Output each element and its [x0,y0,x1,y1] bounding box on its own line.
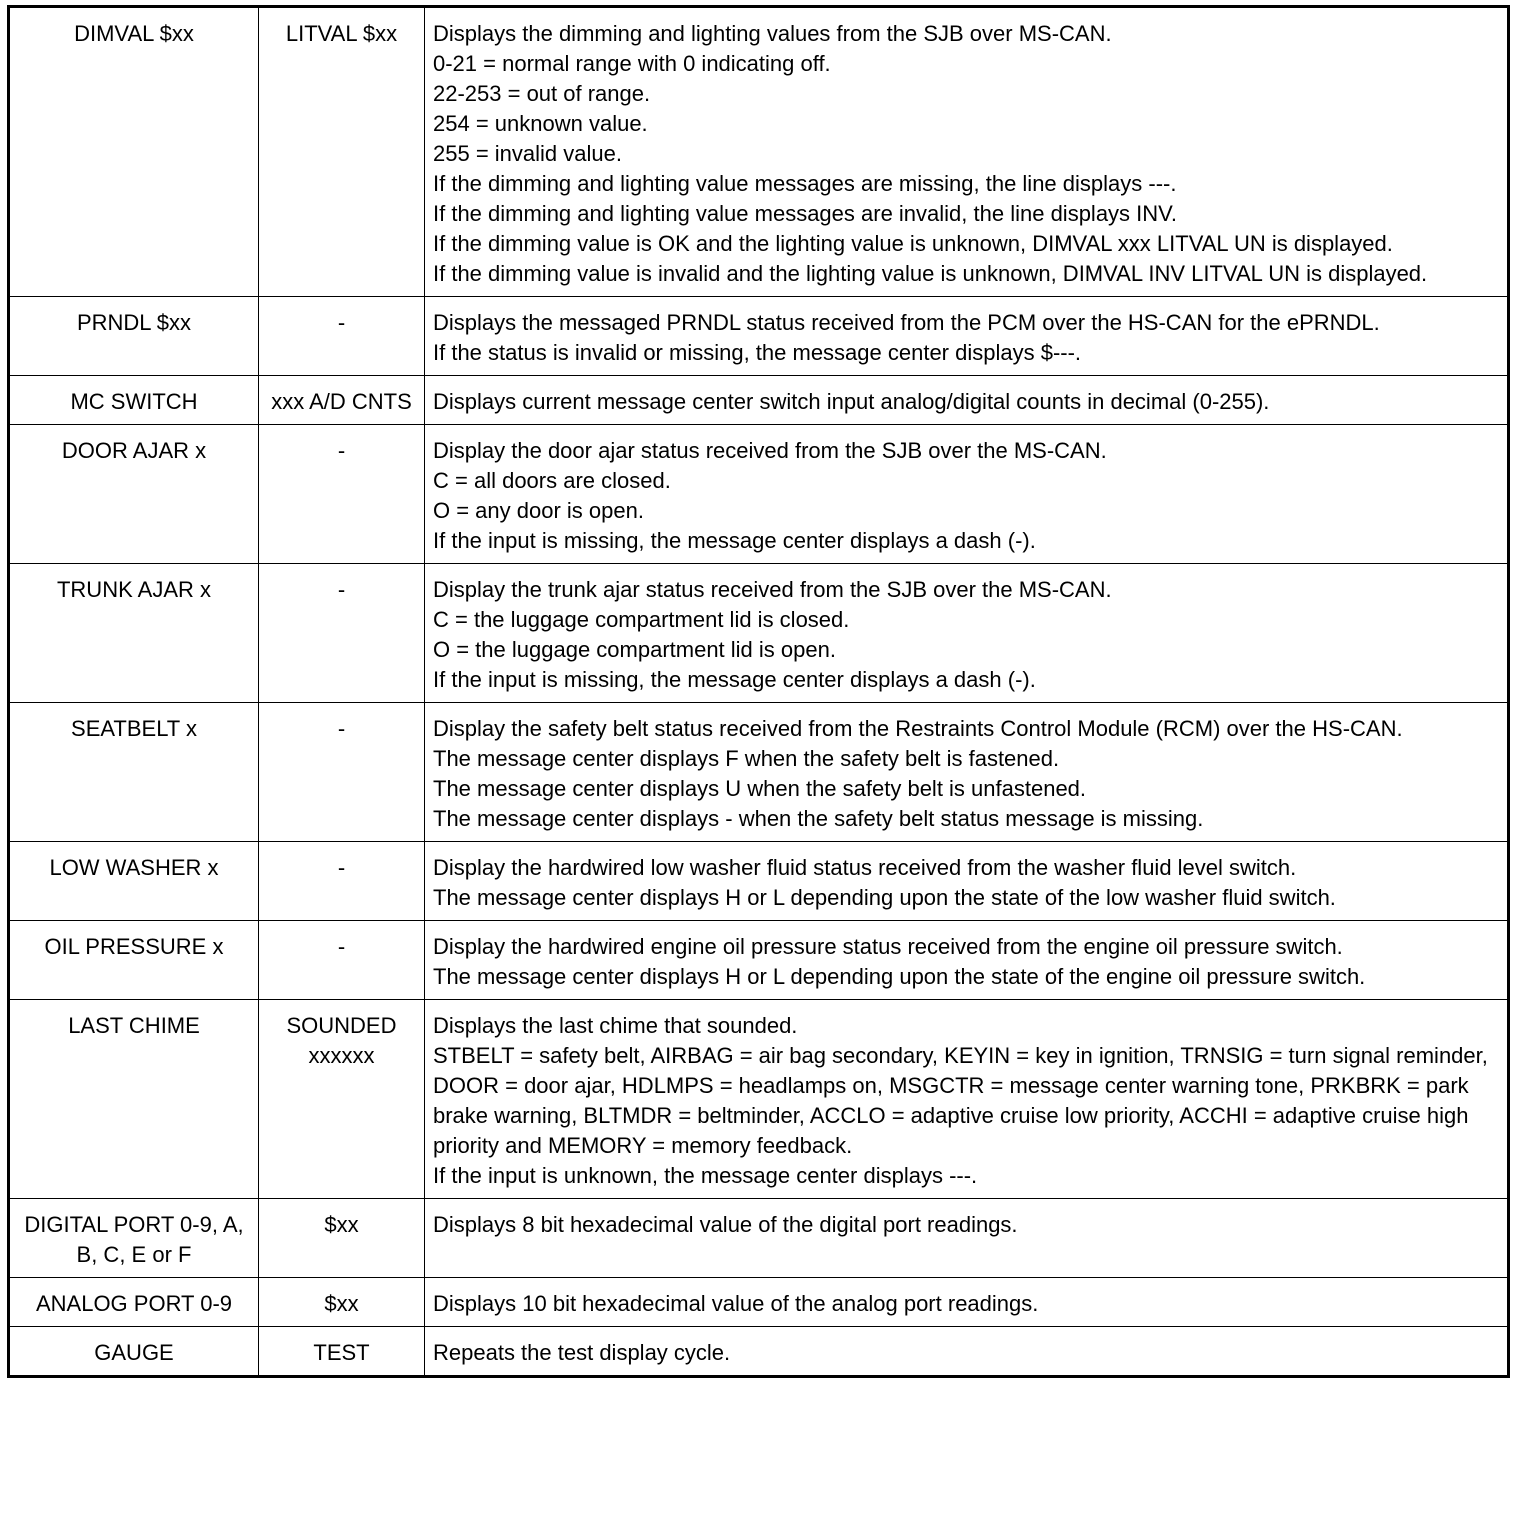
description-line: Display the door ajar status received from the SJB over the MS-CAN. [433,438,1107,463]
description-line: Display the hardwired engine oil pressure status received from the engine oil pressure switch. [433,934,1343,959]
description-line: Displays the messaged PRNDL status received from the PCM over the HS-CAN for the ePRNDL. [433,310,1380,335]
description-line: If the dimming and lighting value messages are invalid, the line displays INV. [433,201,1177,226]
table-row [9,1278,1509,1327]
display-value-cell: - [259,297,425,376]
description-line: Displays the last chime that sounded. [433,1013,798,1038]
display-value-cell: xxx A/D CNTS [259,376,425,425]
description-line: Display the trunk ajar status received from the SJB over the MS-CAN. [433,577,1112,602]
display-name-cell: DIGITAL PORT 0-9, A, B, C, E or F [9,1199,259,1278]
description-cell [425,1000,1509,1199]
message-center-display-table [7,5,1510,1378]
description-cell [425,1199,1509,1278]
description-cell [425,921,1509,1000]
description-line: The message center displays H or L depending upon the state of the engine oil pressure switch. [433,964,1366,989]
table-row [9,376,1509,425]
description-line: Display the hardwired low washer fluid status received from the washer fluid level switch. [433,855,1297,880]
description-line: O = the luggage compartment lid is open. [433,637,836,662]
table-row [9,921,1509,1000]
description-line: If the dimming value is invalid and the lighting value is unknown, DIMVAL INV LITVAL UN is displayed. [433,261,1428,286]
display-value-cell: LITVAL $xx [259,7,425,297]
description-line: O = any door is open. [433,498,644,523]
description-line: Displays the dimming and lighting values from the SJB over MS-CAN. [433,21,1112,46]
display-name-cell: LOW WASHER x [9,842,259,921]
display-name-cell: SEATBELT x [9,703,259,842]
description-line: If the input is missing, the message center displays a dash (-). [433,528,1036,553]
description-line: Displays current message center switch input analog/digital counts in decimal (0-255). [433,389,1270,414]
display-value-cell: - [259,703,425,842]
description-line: 254 = unknown value. [433,111,648,136]
display-name-cell: MC SWITCH [9,376,259,425]
description-line: If the dimming value is OK and the lighting value is unknown, DIMVAL xxx LITVAL UN is displayed. [433,231,1393,256]
table-row [9,425,1509,564]
display-value-cell: TEST [259,1327,425,1377]
description-line: 255 = invalid value. [433,141,622,166]
display-value-cell: - [259,564,425,703]
table-row [9,7,1509,297]
description-line: STBELT = safety belt, AIRBAG = air bag secondary, KEYIN = key in ignition, TRNSIG = turn signal reminder, DOOR = door ajar, HDLMPS = headlamps on, MSGCTR = message center warning tone, PRKBRK = park brake warning, BLTMDR = beltminder, ACCLO = adaptive cruise low priority, ACCHI = adaptive cruise high priority and MEMORY = memory feedback. [433,1043,1488,1158]
description-cell [425,376,1509,425]
description-line: The message center displays F when the safety belt is fastened. [433,746,1060,771]
description-line: If the status is invalid or missing, the message center displays $---. [433,340,1082,365]
description-line: If the input is missing, the message center displays a dash (-). [433,667,1036,692]
display-value-cell: SOUNDED xxxxxx [259,1000,425,1199]
display-value-cell: - [259,425,425,564]
table-row [9,1327,1509,1377]
description-cell [425,1327,1509,1377]
description-cell [425,842,1509,921]
display-value-cell: - [259,921,425,1000]
description-cell [425,7,1509,297]
display-value-cell: $xx [259,1199,425,1278]
table-row [9,1000,1509,1199]
description-line: 0-21 = normal range with 0 indicating off. [433,51,831,76]
description-cell [425,703,1509,842]
display-name-cell: GAUGE [9,1327,259,1377]
table-row [9,842,1509,921]
table-row [9,297,1509,376]
description-line: If the dimming and lighting value messages are missing, the line displays ---. [433,171,1177,196]
display-name-cell: LAST CHIME [9,1000,259,1199]
description-line: Displays 8 bit hexadecimal value of the digital port readings. [433,1212,1018,1237]
description-line: C = the luggage compartment lid is closed. [433,607,850,632]
description-line: Displays 10 bit hexadecimal value of the analog port readings. [433,1291,1039,1316]
description-line: The message center displays H or L depending upon the state of the low washer fluid switch. [433,885,1336,910]
display-name-cell: PRNDL $xx [9,297,259,376]
table-row [9,1199,1509,1278]
description-line: Repeats the test display cycle. [433,1340,731,1365]
description-cell [425,297,1509,376]
display-value-cell: $xx [259,1278,425,1327]
description-line: If the input is unknown, the message center displays ---. [433,1163,978,1188]
description-cell [425,425,1509,564]
table-row [9,564,1509,703]
display-name-cell: ANALOG PORT 0-9 [9,1278,259,1327]
description-cell [425,1278,1509,1327]
table-row [9,703,1509,842]
display-name-cell: OIL PRESSURE x [9,921,259,1000]
display-name-cell: DIMVAL $xx [9,7,259,297]
display-name-cell: TRUNK AJAR x [9,564,259,703]
document-page [7,5,1507,1378]
description-line: 22-253 = out of range. [433,81,651,106]
display-name-cell: DOOR AJAR x [9,425,259,564]
description-line: Display the safety belt status received from the Restraints Control Module (RCM) over the HS-CAN. [433,716,1403,741]
description-line: C = all doors are closed. [433,468,671,493]
display-value-cell: - [259,842,425,921]
description-cell [425,564,1509,703]
description-line: The message center displays - when the safety belt status message is missing. [433,806,1204,831]
description-line: The message center displays U when the safety belt is unfastened. [433,776,1087,801]
